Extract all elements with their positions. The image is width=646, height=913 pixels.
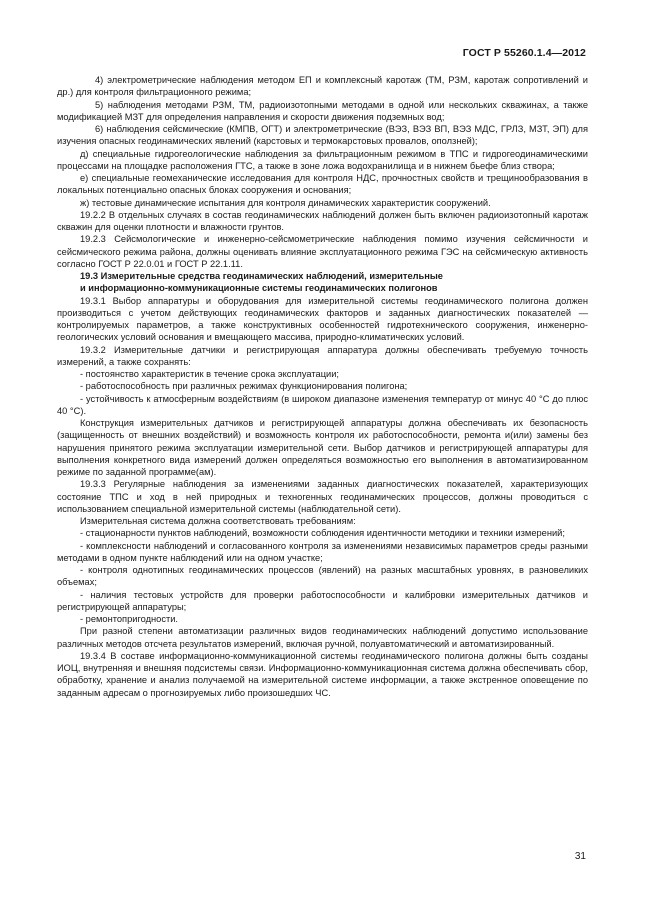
paragraph: 19.3.3 Регулярные наблюдения за изменениями заданных диагностических показателей, характеризующих состояние ТПС и ход в ней природных и техногенных геодинамических процессов, должны проводиться с использованием специальной измерительной системы (наблюдательной сети). — [57, 479, 588, 514]
paragraph: д) специальные гидрогеологические наблюдения за фильтрационным режимом в ТПС и гидрогеодинамическими процессами на площадке расположения ГТС, а также в зоне ложа водохранилища и в нижнем бьефе близ створа; — [57, 148, 588, 171]
list-item: - контроля однотипных геодинамических процессов (явлений) на разных масштабных уровнях, в разновеликих объемах; — [57, 565, 588, 588]
section-heading-line: и информационно-коммуникационные системы геодинамических полигонов — [80, 283, 438, 294]
paragraph: При разной степени автоматизации различных видов геодинамических наблюдений допустимо использование различных методов отсчета результатов измерений, включая ручной, полуавтоматический и автоматизированный. — [57, 626, 588, 649]
list-item: - работоспособность при различных режимах функционирования полигона; — [80, 381, 408, 392]
paragraph: Измерительная система должна соответствовать требованиям: — [80, 516, 356, 526]
paragraph: 19.2.2 В отдельных случаях в состав геодинамических наблюдений должен быть включен радиоизотопный каротаж скважин для оценки плотности и влажности грунтов. — [57, 209, 588, 232]
paragraph: 4) электрометрические наблюдения методом ЕП и комплексный каротаж (ТМ, РЗМ, каротаж сопротивлений и др.) для контроля фильтрационного режима; — [57, 75, 588, 98]
paragraph: 5) наблюдения методами РЗМ, ТМ, радиоизотопными методами в одной или нескольких скважинах, а также модификацией МЗТ для определения направления и скорости движения подземных вод; — [57, 99, 588, 122]
list-item: - наличия тестовых устройств для проверки работоспособности и калибровки измерительных датчиков и регистрирующей аппаратуры; — [57, 589, 588, 612]
document-body — [57, 74, 588, 699]
document-header: ГОСТ Р 55260.1.4—2012 — [462, 47, 586, 59]
section-heading — [57, 270, 588, 295]
paragraph: 19.2.3 Сейсмологические и инженерно-сейсмометрические наблюдения помимо изучения сейсмичности и сейсмического режима района, должны оценивать влияние эксплуатационного режима ГЭС на сейсмическую активность согласно ГОСТ Р 22.0.01 и ГОСТ Р 22.1.11. — [57, 234, 588, 269]
paragraph: 19.3.2 Измерительные датчики и регистрирующая аппаратура должны обеспечивать требуемую точность измерений, а также сохранять: — [57, 344, 588, 367]
page-number: 31 — [574, 851, 586, 862]
list-item: - комплексности наблюдений и согласованного контроля за изменениями независимых параметров среды разными методами в одном пункте наблюдений или на одном участке; — [57, 540, 588, 563]
paragraph: 19.3.4 В составе информационно-коммуникационной системы геодинамического полигона должны быть созданы ИОЦ, внутренняя и внешняя подсистемы связи. Информационно-коммуникационная система должна обеспечивать сбор, обработку, хранение и анализ получаемой на измерительной системе информации, а также экстренное оповещение по заданным адресам о прогнозируемых либо произошедших ЧС. — [57, 650, 588, 698]
section-heading-line: 19.3 Измерительные средства геодинамических наблюдений, измерительные — [80, 271, 443, 281]
paragraph: е) специальные геомеханические исследования для контроля НДС, прочностных свойств и трещинообразования в локальных потенциально опасных блоках сооружения и основания; — [57, 173, 588, 196]
paragraph: ж) тестовые динамические испытания для контроля динамических характеристик сооружений. — [80, 197, 491, 208]
list-item: - стационарности пунктов наблюдений, возможности соблюдения идентичности методики и техники измерений; — [80, 528, 565, 539]
paragraph: 6) наблюдения сейсмические (КМПВ, ОГТ) и электрометрические (ВЭЗ, ВЭЗ ВП, ВЭЗ МДС, ГРЛЗ, МЗТ, ЭП) для изучения опасных геодинамических явлений (карстовых и термокарстовых провалов, оползней); — [57, 124, 588, 147]
list-item: - устойчивость к атмосферным воздействиям (в широком диапазоне изменения температур от минус 40 °С до плюс 40 °С). — [57, 393, 588, 416]
list-item: - постоянство характеристик в течение срока эксплуатации; — [80, 369, 339, 379]
paragraph: Конструкция измерительных датчиков и регистрирующей аппаратуры должна обеспечивать их безопасность (защищенность от внешних воздействий) и возможность контроля их работоспособности, ремонта и(или) замены без нарушения принятого режима эксплуатации измерительной сети. Выбор датчиков и регистрирующей аппаратуры для выполнения конкретного вида измерений должен определяться возможностью его выполнения в автоматизированном режиме по заданной программе(ам). — [57, 418, 588, 477]
list-item: - ремонтопригодности. — [80, 614, 179, 624]
paragraph: 19.3.1 Выбор аппаратуры и оборудования для измерительной системы геодинамического полигона должен производиться с учетом действующих геодинамических факторов и заданных диагностических показателей — контролируемых параметров, а также конструктивных особенностей гидротехнического сооружения, инженерно-геологических условий основания и вмещающего массива, природно-климатических условий. — [57, 295, 588, 343]
